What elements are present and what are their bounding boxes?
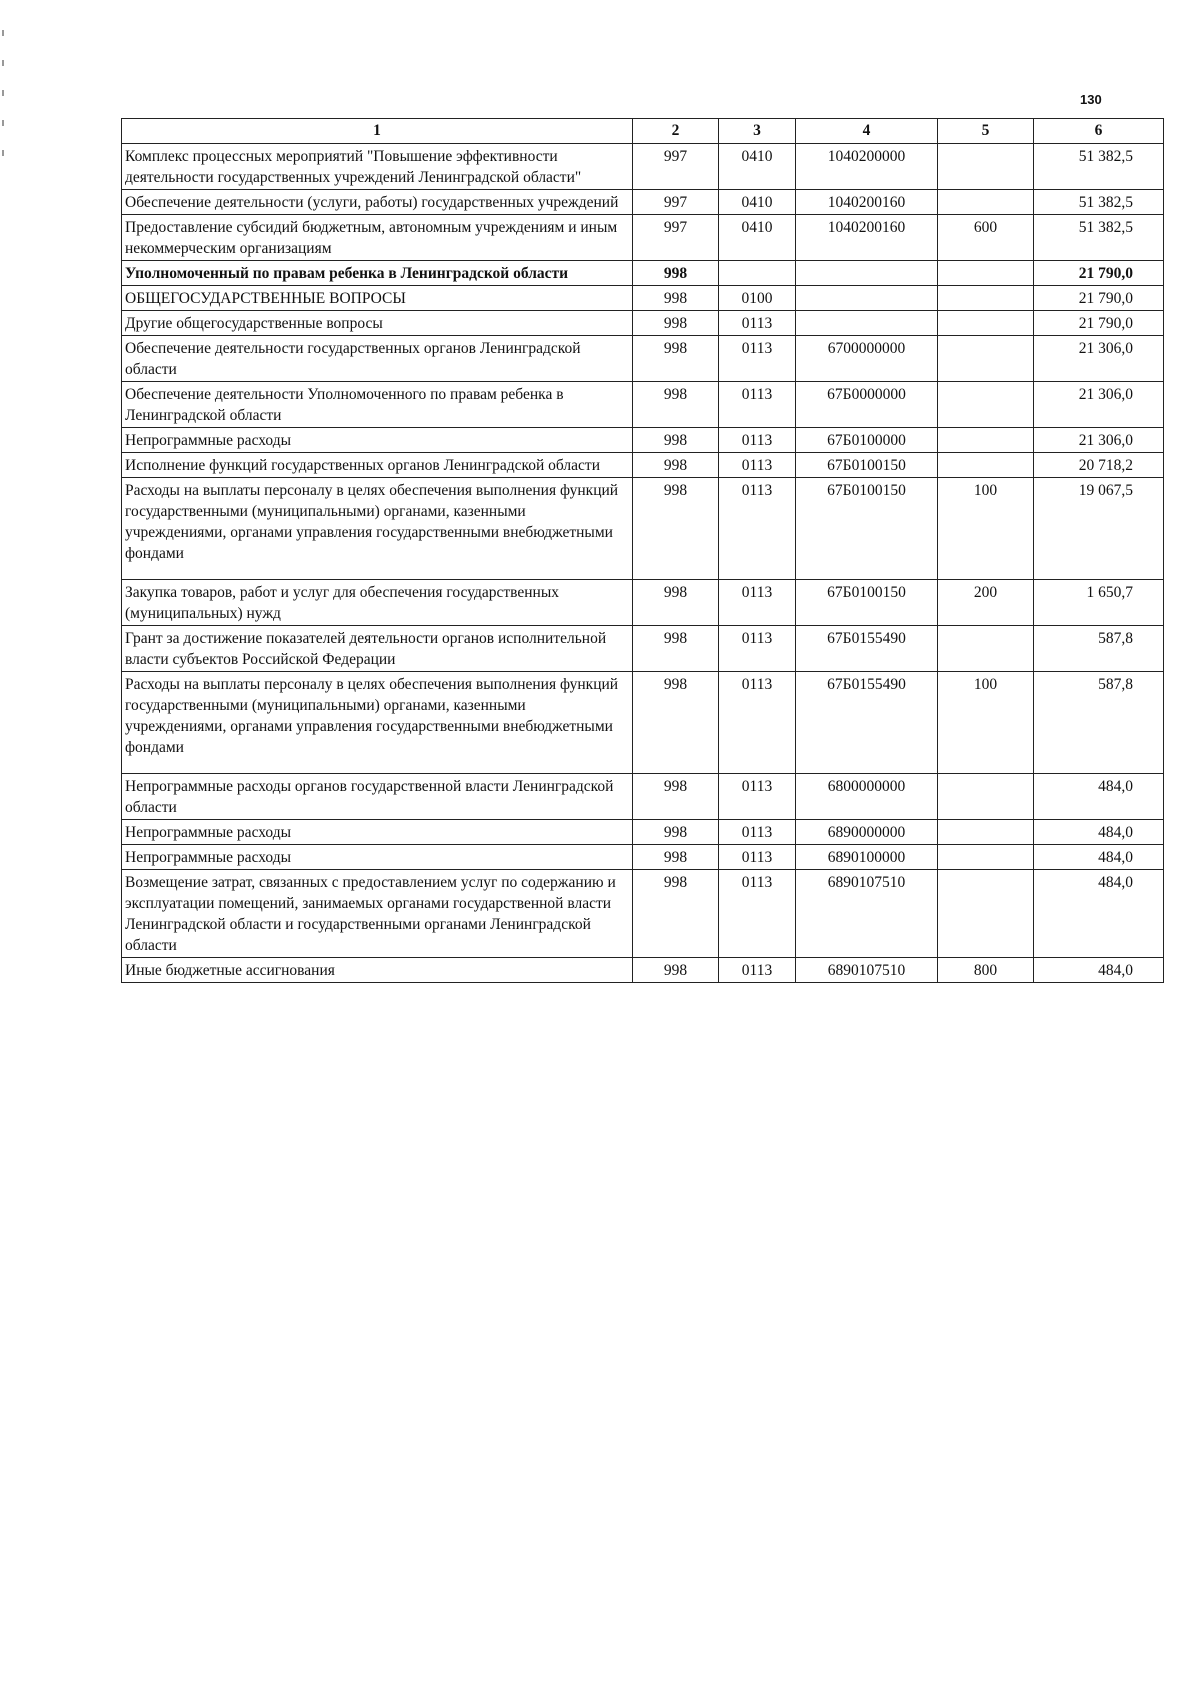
header-col-3: 3 [719, 119, 796, 144]
row-expense-type-cell [938, 453, 1034, 478]
row-target-article-cell: 6800000000 [796, 774, 938, 820]
header-col-6: 6 [1034, 119, 1164, 144]
row-grbs-cell: 998 [633, 580, 719, 626]
row-expense-type-cell [938, 428, 1034, 453]
row-target-article-cell: 6890107510 [796, 870, 938, 958]
row-expense-type-cell [938, 870, 1034, 958]
table-row [122, 672, 1164, 774]
row-amount-cell: 587,8 [1034, 626, 1164, 672]
row-target-article-cell: 67Б0000000 [796, 382, 938, 428]
row-target-article-cell: 6700000000 [796, 336, 938, 382]
row-target-article-cell: 67Б0155490 [796, 672, 938, 774]
row-section-cell: 0113 [719, 580, 796, 626]
row-target-article-cell [796, 261, 938, 286]
row-amount-cell: 19 067,5 [1034, 478, 1164, 580]
row-name-cell: Непрограммные расходы [122, 820, 633, 845]
row-target-article-cell: 6890000000 [796, 820, 938, 845]
row-amount-cell: 1 650,7 [1034, 580, 1164, 626]
header-col-4: 4 [796, 119, 938, 144]
row-grbs-cell: 997 [633, 215, 719, 261]
table-row [122, 144, 1164, 190]
row-section-cell [719, 261, 796, 286]
row-amount-cell: 20 718,2 [1034, 453, 1164, 478]
page-number: 130 [1080, 92, 1102, 107]
row-section-cell: 0113 [719, 820, 796, 845]
row-name-cell: Возмещение затрат, связанных с предоставлением услуг по содержанию и эксплуатации помещений, занимаемых органами государственной власти Ленинградской области и государственными органами Ленинградской области [122, 870, 633, 958]
row-amount-cell: 587,8 [1034, 672, 1164, 774]
table-row [122, 870, 1164, 958]
row-expense-type-cell: 600 [938, 215, 1034, 261]
row-target-article-cell: 67Б0100000 [796, 428, 938, 453]
row-grbs-cell: 998 [633, 261, 719, 286]
row-amount-cell: 21 790,0 [1034, 261, 1164, 286]
row-target-article-cell: 1040200160 [796, 215, 938, 261]
row-target-article-cell [796, 311, 938, 336]
row-section-cell: 0410 [719, 144, 796, 190]
row-target-article-cell: 67Б0100150 [796, 453, 938, 478]
row-name-cell: Закупка товаров, работ и услуг для обеспечения государственных (муниципальных) нужд [122, 580, 633, 626]
row-grbs-cell: 998 [633, 870, 719, 958]
header-row [122, 119, 1164, 144]
table-row [122, 286, 1164, 311]
row-name-cell: Непрограммные расходы [122, 845, 633, 870]
row-expense-type-cell: 800 [938, 958, 1034, 983]
table-row [122, 774, 1164, 820]
row-name-cell: ОБЩЕГОСУДАРСТВЕННЫЕ ВОПРОСЫ [122, 286, 633, 311]
table-row [122, 190, 1164, 215]
row-expense-type-cell: 200 [938, 580, 1034, 626]
row-expense-type-cell [938, 311, 1034, 336]
row-target-article-cell [796, 286, 938, 311]
header-col-1: 1 [122, 119, 633, 144]
row-grbs-cell: 998 [633, 774, 719, 820]
row-expense-type-cell [938, 626, 1034, 672]
row-name-cell: Обеспечение деятельности (услуги, работы) государственных учреждений [122, 190, 633, 215]
row-grbs-cell: 998 [633, 311, 719, 336]
row-name-cell: Предоставление субсидий бюджетным, автономным учреждениям и иным некоммерческим организациям [122, 215, 633, 261]
row-amount-cell: 21 306,0 [1034, 428, 1164, 453]
budget-table-body [122, 119, 1164, 983]
row-expense-type-cell [938, 774, 1034, 820]
row-section-cell: 0113 [719, 382, 796, 428]
budget-table [121, 118, 1164, 983]
row-target-article-cell: 67Б0100150 [796, 580, 938, 626]
row-section-cell: 0113 [719, 626, 796, 672]
row-section-cell: 0113 [719, 870, 796, 958]
row-amount-cell: 484,0 [1034, 870, 1164, 958]
row-expense-type-cell [938, 261, 1034, 286]
table-row [122, 336, 1164, 382]
row-name-cell: Комплекс процессных мероприятий "Повышение эффективности деятельности государственных учреждений Ленинградской области" [122, 144, 633, 190]
row-expense-type-cell [938, 190, 1034, 215]
scan-margin-marks [2, 30, 8, 180]
row-target-article-cell: 6890107510 [796, 958, 938, 983]
row-name-cell: Исполнение функций государственных органов Ленинградской области [122, 453, 633, 478]
row-name-cell: Расходы на выплаты персоналу в целях обеспечения выполнения функций государственными (муниципальными) органами, казенными учреждениями, органами управления государственными внебюджетными фондами [122, 478, 633, 580]
table-row [122, 580, 1164, 626]
row-section-cell: 0410 [719, 215, 796, 261]
row-section-cell: 0113 [719, 428, 796, 453]
row-amount-cell: 21 306,0 [1034, 336, 1164, 382]
row-section-cell: 0410 [719, 190, 796, 215]
table-row [122, 820, 1164, 845]
row-grbs-cell: 998 [633, 845, 719, 870]
row-grbs-cell: 997 [633, 144, 719, 190]
row-amount-cell: 21 306,0 [1034, 382, 1164, 428]
row-name-cell: Грант за достижение показателей деятельности органов исполнительной власти субъектов Российской Федерации [122, 626, 633, 672]
row-section-cell: 0113 [719, 672, 796, 774]
row-name-cell: Другие общегосударственные вопросы [122, 311, 633, 336]
row-grbs-cell: 998 [633, 382, 719, 428]
row-grbs-cell: 998 [633, 672, 719, 774]
row-section-cell: 0113 [719, 311, 796, 336]
row-expense-type-cell [938, 820, 1034, 845]
row-grbs-cell: 998 [633, 626, 719, 672]
table-row [122, 478, 1164, 580]
row-section-cell: 0113 [719, 774, 796, 820]
row-name-cell: Расходы на выплаты персоналу в целях обеспечения выполнения функций государственными (муниципальными) органами, казенными учреждениями, органами управления государственными внебюджетными фондами [122, 672, 633, 774]
row-grbs-cell: 998 [633, 336, 719, 382]
header-col-5: 5 [938, 119, 1034, 144]
row-amount-cell: 51 382,5 [1034, 190, 1164, 215]
row-section-cell: 0113 [719, 845, 796, 870]
table-row [122, 626, 1164, 672]
row-grbs-cell: 998 [633, 958, 719, 983]
row-grbs-cell: 998 [633, 286, 719, 311]
table-row [122, 382, 1164, 428]
table-row [122, 261, 1164, 286]
row-name-cell: Непрограммные расходы органов государственной власти Ленинградской области [122, 774, 633, 820]
row-grbs-cell: 998 [633, 478, 719, 580]
row-section-cell: 0113 [719, 478, 796, 580]
row-section-cell: 0113 [719, 958, 796, 983]
row-target-article-cell: 67Б0100150 [796, 478, 938, 580]
table-row [122, 215, 1164, 261]
row-grbs-cell: 998 [633, 453, 719, 478]
row-name-cell: Непрограммные расходы [122, 428, 633, 453]
row-name-cell: Иные бюджетные ассигнования [122, 958, 633, 983]
row-grbs-cell: 998 [633, 820, 719, 845]
row-amount-cell: 484,0 [1034, 845, 1164, 870]
row-name-cell: Обеспечение деятельности Уполномоченного по правам ребенка в Ленинградской области [122, 382, 633, 428]
row-expense-type-cell: 100 [938, 672, 1034, 774]
row-amount-cell: 21 790,0 [1034, 286, 1164, 311]
row-name-cell: Уполномоченный по правам ребенка в Ленинградской области [122, 261, 633, 286]
row-expense-type-cell [938, 144, 1034, 190]
header-col-2: 2 [633, 119, 719, 144]
row-section-cell: 0113 [719, 336, 796, 382]
row-target-article-cell: 1040200160 [796, 190, 938, 215]
row-amount-cell: 484,0 [1034, 820, 1164, 845]
row-amount-cell: 21 790,0 [1034, 311, 1164, 336]
row-target-article-cell: 6890100000 [796, 845, 938, 870]
row-name-cell: Обеспечение деятельности государственных органов Ленинградской области [122, 336, 633, 382]
row-amount-cell: 484,0 [1034, 958, 1164, 983]
row-amount-cell: 484,0 [1034, 774, 1164, 820]
row-expense-type-cell [938, 382, 1034, 428]
row-grbs-cell: 998 [633, 428, 719, 453]
row-target-article-cell: 1040200000 [796, 144, 938, 190]
row-expense-type-cell [938, 845, 1034, 870]
table-row [122, 845, 1164, 870]
row-expense-type-cell [938, 286, 1034, 311]
row-grbs-cell: 997 [633, 190, 719, 215]
row-target-article-cell: 67Б0155490 [796, 626, 938, 672]
row-expense-type-cell [938, 336, 1034, 382]
row-amount-cell: 51 382,5 [1034, 144, 1164, 190]
table-row [122, 453, 1164, 478]
table-row [122, 428, 1164, 453]
row-amount-cell: 51 382,5 [1034, 215, 1164, 261]
table-row [122, 311, 1164, 336]
row-section-cell: 0113 [719, 453, 796, 478]
row-expense-type-cell: 100 [938, 478, 1034, 580]
row-section-cell: 0100 [719, 286, 796, 311]
table-row [122, 958, 1164, 983]
